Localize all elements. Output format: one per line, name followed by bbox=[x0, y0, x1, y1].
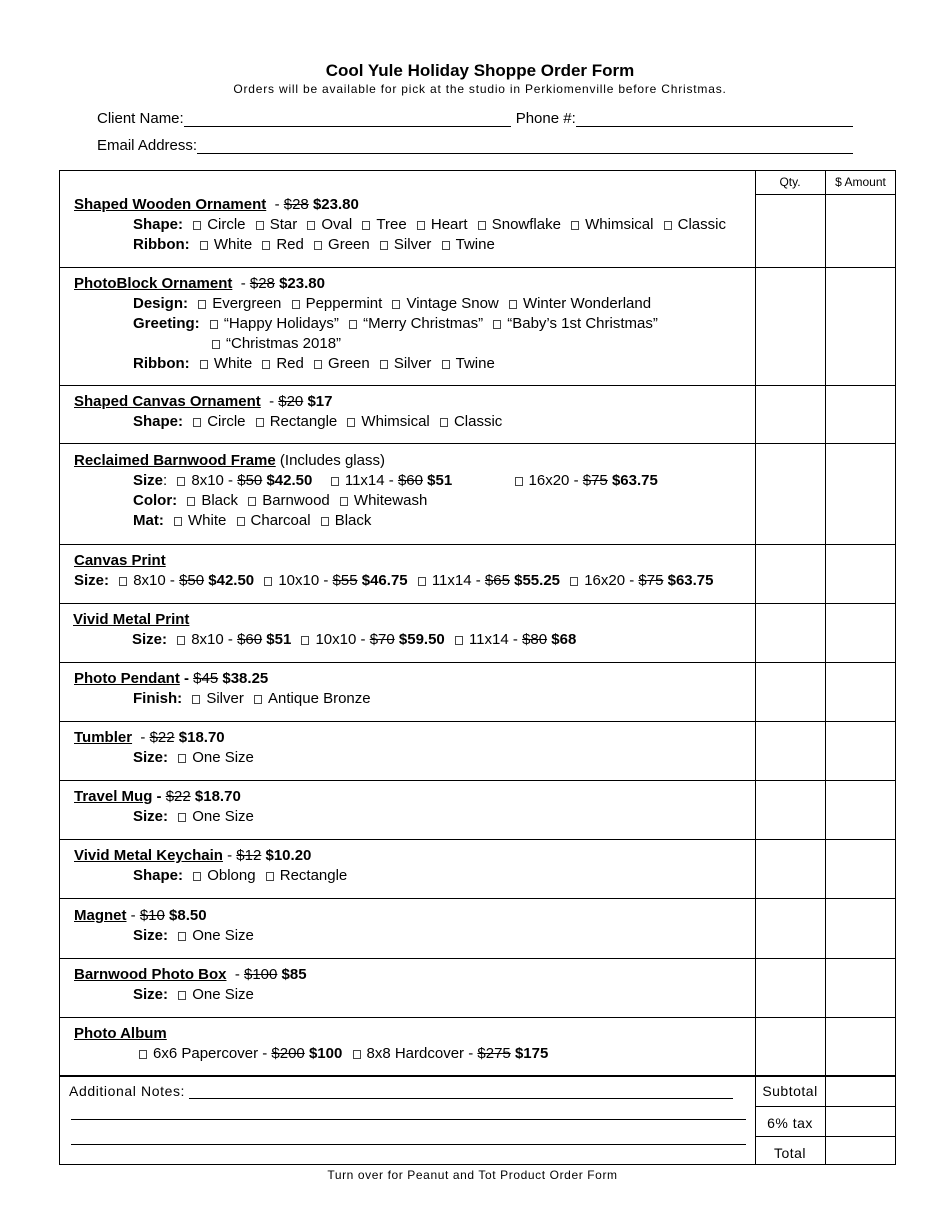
mat-label: Mat: bbox=[133, 512, 164, 529]
checkbox[interactable] bbox=[455, 636, 463, 645]
option: Barnwood bbox=[262, 492, 330, 509]
client-name-field[interactable] bbox=[184, 111, 511, 127]
checkbox[interactable] bbox=[212, 340, 220, 349]
summary-row-divider bbox=[755, 1136, 896, 1137]
option-size: 8x10 bbox=[191, 472, 224, 489]
new-price: $42.50 bbox=[208, 572, 255, 589]
option: Oblong bbox=[207, 867, 256, 884]
checkbox[interactable] bbox=[262, 360, 270, 369]
footer-note: Turn over for Peanut and Tot Product Order Form bbox=[327, 1168, 618, 1182]
option: 8x8 Hardcover bbox=[366, 1045, 465, 1062]
option: Twine bbox=[455, 236, 495, 253]
option: Silver bbox=[206, 690, 244, 707]
checkbox[interactable] bbox=[139, 1050, 147, 1059]
checkbox[interactable] bbox=[292, 300, 300, 309]
checkbox[interactable] bbox=[417, 221, 425, 230]
notes-row bbox=[69, 1083, 733, 1099]
option: One Size bbox=[192, 986, 254, 1003]
checkbox[interactable] bbox=[177, 477, 185, 486]
item-name: Magnet bbox=[74, 907, 127, 924]
row-divider bbox=[60, 839, 896, 840]
new-price: $63.75 bbox=[611, 472, 658, 489]
old-price: $45 bbox=[193, 670, 219, 687]
option: Classic bbox=[677, 216, 726, 233]
checkbox[interactable] bbox=[570, 577, 578, 586]
option: Whitewash bbox=[353, 492, 428, 509]
item-canvas-ornament: Shaped Canvas Ornament - $20 $17 Shape: Circle Rectangle Whimsical Classic bbox=[74, 393, 503, 430]
checkbox[interactable] bbox=[515, 477, 523, 486]
checkbox[interactable] bbox=[478, 221, 486, 230]
item-name: Shaped Wooden Ornament bbox=[74, 196, 267, 213]
finish-label: Finish: bbox=[133, 690, 183, 707]
checkbox[interactable] bbox=[248, 497, 256, 506]
notes-line[interactable] bbox=[71, 1129, 746, 1145]
new-price: $8.50 bbox=[169, 907, 207, 924]
order-table bbox=[59, 170, 896, 1165]
checkbox[interactable] bbox=[353, 1050, 361, 1059]
checkbox[interactable] bbox=[440, 418, 448, 427]
item-name: PhotoBlock Ornament bbox=[74, 275, 233, 292]
old-price: $10 bbox=[139, 907, 165, 924]
notes-label: Additional Notes: bbox=[69, 1083, 186, 1099]
size-label: Size: bbox=[132, 631, 168, 648]
tax-label: 6% tax bbox=[767, 1115, 813, 1131]
option-size: 11x14 bbox=[431, 572, 472, 589]
new-price: $23.80 bbox=[279, 275, 325, 292]
item-photo-pendant: Photo Pendant - $45 $38.25 Finish: Silver Antique Bronze bbox=[74, 670, 371, 707]
item-photo-album: Photo Album 6x6 Papercover - $200 $100 8x8 Hardcover - $275 $175 bbox=[74, 1025, 549, 1062]
option: Rectangle bbox=[269, 413, 338, 430]
row-divider bbox=[60, 385, 896, 386]
option: One Size bbox=[192, 749, 254, 766]
shape-label: Shape: bbox=[133, 413, 184, 430]
option: Twine bbox=[455, 355, 495, 372]
option: “Happy Holidays” bbox=[223, 315, 339, 332]
item-name: Travel Mug bbox=[74, 788, 153, 805]
item-metal-print: Vivid Metal Print Size: 8x10 - $60 $51 10x10 - $70 $59.50 11x14 - $80 $68 bbox=[73, 611, 577, 648]
item-canvas-print: Canvas Print Size: 8x10 - $50 $42.50 10x10 - $55 $46.75 11x14 - $65 $55.25 16x20 - $75 $63.75 bbox=[74, 552, 714, 589]
old-price: $75 bbox=[638, 572, 664, 589]
size-label: Size: bbox=[133, 749, 169, 766]
checkbox[interactable] bbox=[392, 300, 400, 309]
option-size: 11x14 bbox=[344, 472, 385, 489]
option: Whimsical bbox=[585, 216, 654, 233]
option: One Size bbox=[192, 808, 254, 825]
checkbox[interactable] bbox=[301, 636, 309, 645]
checkbox[interactable] bbox=[198, 300, 206, 309]
phone-field[interactable] bbox=[576, 111, 853, 127]
new-price: $38.25 bbox=[222, 670, 269, 687]
amount-column bbox=[825, 171, 896, 1164]
item-barnwood-photo-box: Barnwood Photo Box - $100 $85 Size: One Size bbox=[74, 966, 307, 1003]
summary-divider bbox=[60, 1075, 896, 1077]
checkbox[interactable] bbox=[192, 695, 200, 704]
size-label: Size: bbox=[133, 927, 169, 944]
client-info-row bbox=[97, 110, 853, 127]
option: Oval bbox=[321, 216, 353, 233]
item-name: Vivid Metal Keychain bbox=[74, 847, 223, 864]
row-divider bbox=[60, 662, 896, 663]
option: “Merry Christmas” bbox=[363, 315, 484, 332]
option: White bbox=[213, 355, 253, 372]
old-price: $50 bbox=[179, 572, 205, 589]
option: Tree bbox=[376, 216, 407, 233]
option: 6x6 Papercover bbox=[153, 1045, 259, 1062]
new-price: $85 bbox=[281, 966, 307, 983]
option-size: 8x10 bbox=[133, 572, 166, 589]
checkbox[interactable] bbox=[178, 932, 186, 941]
row-divider bbox=[60, 1017, 896, 1018]
checkbox[interactable] bbox=[362, 221, 370, 230]
checkbox[interactable] bbox=[177, 636, 185, 645]
option: “Christmas 2018” bbox=[226, 335, 342, 352]
new-price: $51 bbox=[266, 631, 292, 648]
old-price: $200 bbox=[271, 1045, 305, 1062]
checkbox[interactable] bbox=[254, 695, 262, 704]
new-price: $42.50 bbox=[266, 472, 313, 489]
size-label: Size: bbox=[133, 808, 169, 825]
option: Charcoal bbox=[250, 512, 311, 529]
option-size: 10x10 bbox=[278, 572, 320, 589]
phone-label: Phone #: bbox=[515, 110, 576, 127]
checkbox[interactable] bbox=[331, 477, 339, 486]
checkbox[interactable] bbox=[264, 577, 272, 586]
checkbox[interactable] bbox=[256, 418, 264, 427]
checkbox[interactable] bbox=[178, 813, 186, 822]
checkbox[interactable] bbox=[307, 221, 315, 230]
old-price: $65 bbox=[484, 572, 510, 589]
checkbox[interactable] bbox=[193, 221, 201, 230]
checkbox[interactable] bbox=[200, 360, 208, 369]
option: “Baby’s 1st Christmas” bbox=[507, 315, 658, 332]
item-metal-keychain: Vivid Metal Keychain - $12 $10.20 Shape: Oblong Rectangle bbox=[74, 847, 348, 884]
qty-column bbox=[755, 171, 825, 1164]
checkbox[interactable] bbox=[509, 300, 517, 309]
old-price: $275 bbox=[477, 1045, 511, 1062]
checkbox[interactable] bbox=[256, 221, 264, 230]
notes-line[interactable] bbox=[189, 1083, 733, 1099]
new-price: $100 bbox=[308, 1045, 343, 1062]
new-price: $59.50 bbox=[398, 631, 445, 648]
option: Silver bbox=[393, 355, 432, 372]
checkbox[interactable] bbox=[178, 991, 186, 1000]
old-price: $75 bbox=[582, 472, 608, 489]
item-name: Photo Album bbox=[74, 1025, 167, 1042]
row-divider bbox=[60, 544, 896, 545]
notes-line[interactable] bbox=[71, 1104, 746, 1120]
new-price: $10.20 bbox=[265, 847, 312, 864]
option: Evergreen bbox=[212, 295, 282, 312]
size-label: Size bbox=[133, 472, 164, 489]
checkbox[interactable] bbox=[178, 754, 186, 763]
checkbox[interactable] bbox=[193, 418, 201, 427]
checkbox[interactable] bbox=[321, 517, 329, 526]
item-travel-mug: Travel Mug - $22 $18.70 Size: One Size bbox=[74, 788, 254, 825]
checkbox[interactable] bbox=[237, 517, 245, 526]
checkbox[interactable] bbox=[193, 872, 201, 881]
row-divider bbox=[60, 898, 896, 899]
checkbox[interactable] bbox=[664, 221, 672, 230]
option: Winter Wonderland bbox=[522, 295, 652, 312]
row-divider bbox=[60, 443, 896, 444]
option: Peppermint bbox=[305, 295, 383, 312]
checkbox[interactable] bbox=[210, 320, 218, 329]
new-price: $18.70 bbox=[178, 729, 225, 746]
checkbox[interactable] bbox=[314, 241, 322, 250]
shape-label: Shape: bbox=[133, 867, 184, 884]
new-price: $175 bbox=[514, 1045, 549, 1062]
new-price: $68 bbox=[551, 631, 577, 648]
item-name: Barnwood Photo Box bbox=[74, 966, 227, 983]
header-divider bbox=[755, 194, 896, 195]
row-divider bbox=[60, 267, 896, 268]
old-price: $55 bbox=[332, 572, 358, 589]
checkbox[interactable] bbox=[442, 360, 450, 369]
item-magnet: Magnet - $10 $8.50 Size: One Size bbox=[74, 907, 254, 944]
checkbox[interactable] bbox=[187, 497, 195, 506]
form-subtitle: Orders will be available for pick at the studio in Perkiomenville before Christmas. bbox=[233, 82, 727, 96]
option: Rectangle bbox=[279, 867, 348, 884]
color-label: Color: bbox=[133, 492, 178, 509]
checkbox[interactable] bbox=[418, 577, 426, 586]
qty-header: Qty. bbox=[779, 175, 801, 189]
form-title: Cool Yule Holiday Shoppe Order Form bbox=[325, 61, 635, 80]
old-price: $22 bbox=[149, 729, 175, 746]
checkbox[interactable] bbox=[119, 577, 127, 586]
row-divider bbox=[60, 721, 896, 722]
old-price: $22 bbox=[165, 788, 191, 805]
old-price: $60 bbox=[397, 472, 423, 489]
option-size: 16x20 bbox=[528, 472, 570, 489]
new-price: $51 bbox=[427, 472, 453, 489]
option: Vintage Snow bbox=[406, 295, 499, 312]
new-price: $18.70 bbox=[194, 788, 241, 805]
new-price: $17 bbox=[307, 393, 333, 410]
client-name-label: Client Name: bbox=[97, 110, 184, 127]
ribbon-label: Ribbon: bbox=[133, 355, 190, 372]
checkbox[interactable] bbox=[340, 497, 348, 506]
checkbox[interactable] bbox=[349, 320, 357, 329]
option-size: 8x10 bbox=[191, 631, 224, 648]
item-wooden-ornament: Shaped Wooden Ornament - $28 $23.80 Shape: Circle Star Oval Tree Heart Snowflake Whimsical Classic Ribbon: White Red Green Silver Twine bbox=[74, 196, 726, 253]
new-price: $63.75 bbox=[667, 572, 714, 589]
checkbox[interactable] bbox=[380, 241, 388, 250]
item-name: Reclaimed Barnwood Frame bbox=[74, 452, 276, 469]
size-label: Size: bbox=[74, 572, 110, 589]
email-label: Email Address: bbox=[97, 137, 198, 154]
total-label: Total bbox=[773, 1145, 807, 1161]
old-price: $70 bbox=[369, 631, 395, 648]
item-photoblock-ornament: PhotoBlock Ornament - $28 $23.80 Design: Evergreen Peppermint Vintage Snow Winter Wonderland Greeting: “Happy Holidays” “Merry Christmas” “Baby’s 1st Christmas” “Christmas 2018” Ribbon: White Red Green Silver Twine bbox=[74, 275, 658, 372]
old-price: $20 bbox=[278, 393, 304, 410]
option: Star bbox=[269, 216, 298, 233]
subtotal-label: Subtotal bbox=[762, 1083, 818, 1099]
option: Antique Bronze bbox=[268, 690, 371, 707]
ribbon-label: Ribbon: bbox=[133, 236, 190, 253]
row-divider bbox=[60, 603, 896, 604]
old-price: $50 bbox=[237, 472, 263, 489]
item-name: Photo Pendant bbox=[74, 670, 180, 687]
option-size: 16x20 bbox=[584, 572, 626, 589]
option: Black bbox=[201, 492, 239, 509]
option: Classic bbox=[453, 413, 503, 430]
option: Green bbox=[328, 355, 370, 372]
item-note: (Includes glass) bbox=[279, 452, 385, 469]
shape-label: Shape: bbox=[133, 216, 184, 233]
old-price: $28 bbox=[283, 196, 309, 213]
old-price: $28 bbox=[249, 275, 275, 292]
option: Circle bbox=[207, 413, 246, 430]
checkbox[interactable] bbox=[380, 360, 388, 369]
checkbox[interactable] bbox=[493, 320, 501, 329]
item-tumbler: Tumbler - $22 $18.70 Size: One Size bbox=[74, 729, 254, 766]
option: Silver bbox=[393, 236, 432, 253]
option: White bbox=[188, 512, 227, 529]
checkbox[interactable] bbox=[174, 517, 182, 526]
email-row bbox=[97, 137, 853, 154]
old-price: $80 bbox=[522, 631, 548, 648]
row-divider bbox=[60, 958, 896, 959]
new-price: $55.25 bbox=[514, 572, 561, 589]
summary-row-divider bbox=[755, 1106, 896, 1107]
row-divider bbox=[60, 780, 896, 781]
option: Green bbox=[328, 236, 370, 253]
option: Black bbox=[334, 512, 372, 529]
email-field[interactable] bbox=[197, 138, 853, 154]
option: Snowflake bbox=[491, 216, 561, 233]
new-price: $23.80 bbox=[312, 196, 359, 213]
new-price: $46.75 bbox=[361, 572, 408, 589]
option: White bbox=[213, 236, 253, 253]
checkbox[interactable] bbox=[442, 241, 450, 250]
checkbox[interactable] bbox=[314, 360, 322, 369]
item-name: Vivid Metal Print bbox=[73, 611, 190, 628]
item-name: Canvas Print bbox=[74, 552, 166, 569]
option-size: 11x14 bbox=[468, 631, 509, 648]
checkbox[interactable] bbox=[266, 872, 274, 881]
option-size: 10x10 bbox=[315, 631, 357, 648]
checkbox[interactable] bbox=[347, 418, 355, 427]
item-barnwood-frame: Reclaimed Barnwood Frame (Includes glass) Size: 8x10 - $50 $42.50 11x14 - $60 $51 16x20 - $75 $63.75 Color: Black Barnwood Whitewash Mat: White Charcoal Black bbox=[74, 452, 658, 529]
amount-header: $ Amount bbox=[835, 175, 886, 189]
item-name: Tumbler bbox=[74, 729, 133, 746]
option: One Size bbox=[192, 927, 254, 944]
greeting-label: Greeting: bbox=[133, 315, 200, 332]
design-label: Design: bbox=[133, 295, 189, 312]
item-name: Shaped Canvas Ornament bbox=[74, 393, 261, 410]
checkbox[interactable] bbox=[571, 221, 579, 230]
size-label: Size: bbox=[133, 986, 169, 1003]
option: Heart bbox=[430, 216, 468, 233]
old-price: $12 bbox=[236, 847, 262, 864]
checkbox[interactable] bbox=[200, 241, 208, 250]
option: Circle bbox=[207, 216, 246, 233]
old-price: $100 bbox=[244, 966, 278, 983]
old-price: $60 bbox=[237, 631, 263, 648]
checkbox[interactable] bbox=[262, 241, 270, 250]
option: Whimsical bbox=[361, 413, 430, 430]
option: Red bbox=[276, 355, 304, 372]
option: Red bbox=[276, 236, 304, 253]
